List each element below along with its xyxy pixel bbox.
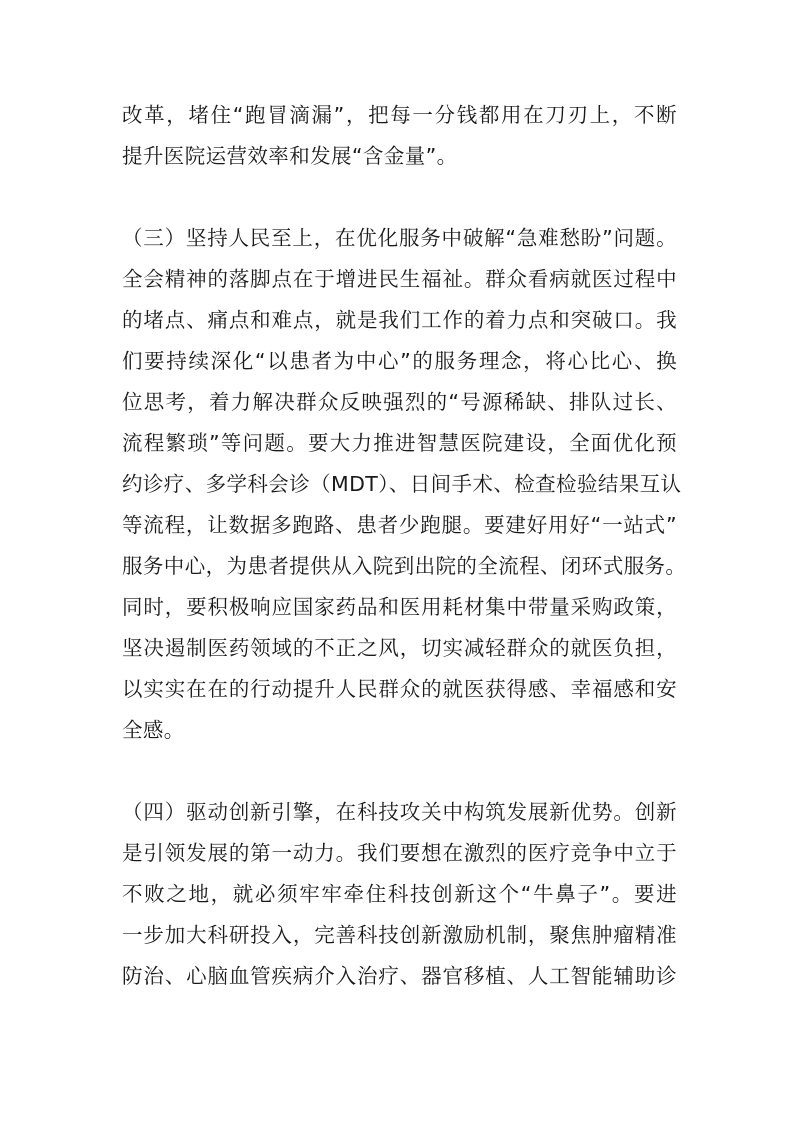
text-line: 约诊疗、多学科会诊（MDT）、日间手术、检查检验结果互认 [122, 472, 682, 496]
text-line: 改革，堵住“跑冒滴漏”，把每一分钱都用在刀刃上，不断 [122, 103, 677, 127]
text-line: 们要持续深化“以患者为中心”的服务理念，将心比心、换 [122, 349, 677, 373]
paragraph-3 [122, 792, 677, 997]
text-line: 一步加大科研投入，完善科技创新激励机制，聚焦肿瘤精准 [122, 923, 677, 947]
paragraph-gap [122, 177, 677, 218]
paragraph-2 [122, 218, 687, 751]
text-line: 不败之地，就必须牢牢牵住科技创新这个“牛鼻子”。要进 [122, 882, 677, 906]
text-line: 以实实在在的行动提升人民群众的就医获得感、幸福感和安 [122, 677, 677, 701]
text-line: 流程繁琐”等问题。要大力推进智慧医院建设，全面优化预 [122, 431, 677, 455]
section-heading-line: （三）坚持人民至上，在优化服务中破解“急难愁盼”问题。 [122, 226, 677, 250]
text-line: 全感。 [122, 718, 185, 742]
text-line: 同时，要积极响应国家药品和医用耗材集中带量采购政策， [122, 595, 677, 619]
text-line: 位思考，着力解决群众反映强烈的“号源稀缺、排队过长、 [122, 390, 677, 414]
text-line: 坚决遏制医药领域的不正之风，切实减轻群众的就医负担， [122, 636, 677, 660]
text-line: 全会精神的落脚点在于增进民生福祉。群众看病就医过程中 [122, 267, 677, 291]
text-line: 的堵点、痛点和难点，就是我们工作的着力点和突破口。我 [122, 308, 677, 332]
text-line: 等流程，让数据多跑路、患者少跑腿。要建好用好“一站式” [122, 513, 677, 537]
paragraph-1 [122, 95, 677, 177]
paragraph-gap [122, 751, 677, 792]
text-line: 是引领发展的第一动力。我们要想在激烈的医疗竞争中立于 [122, 841, 677, 865]
document-body [122, 95, 687, 997]
text-line: 提升医院运营效率和发展“含金量”。 [122, 144, 458, 168]
text-line: 防治、心脑血管疾病介入治疗、器官移植、人工智能辅助诊 [122, 964, 677, 988]
section-heading-line: （四）驱动创新引擎，在科技攻关中构筑发展新优势。创新 [122, 800, 677, 824]
text-line: 服务中心，为患者提供从入院到出院的全流程、闭环式服务。 [122, 554, 687, 578]
